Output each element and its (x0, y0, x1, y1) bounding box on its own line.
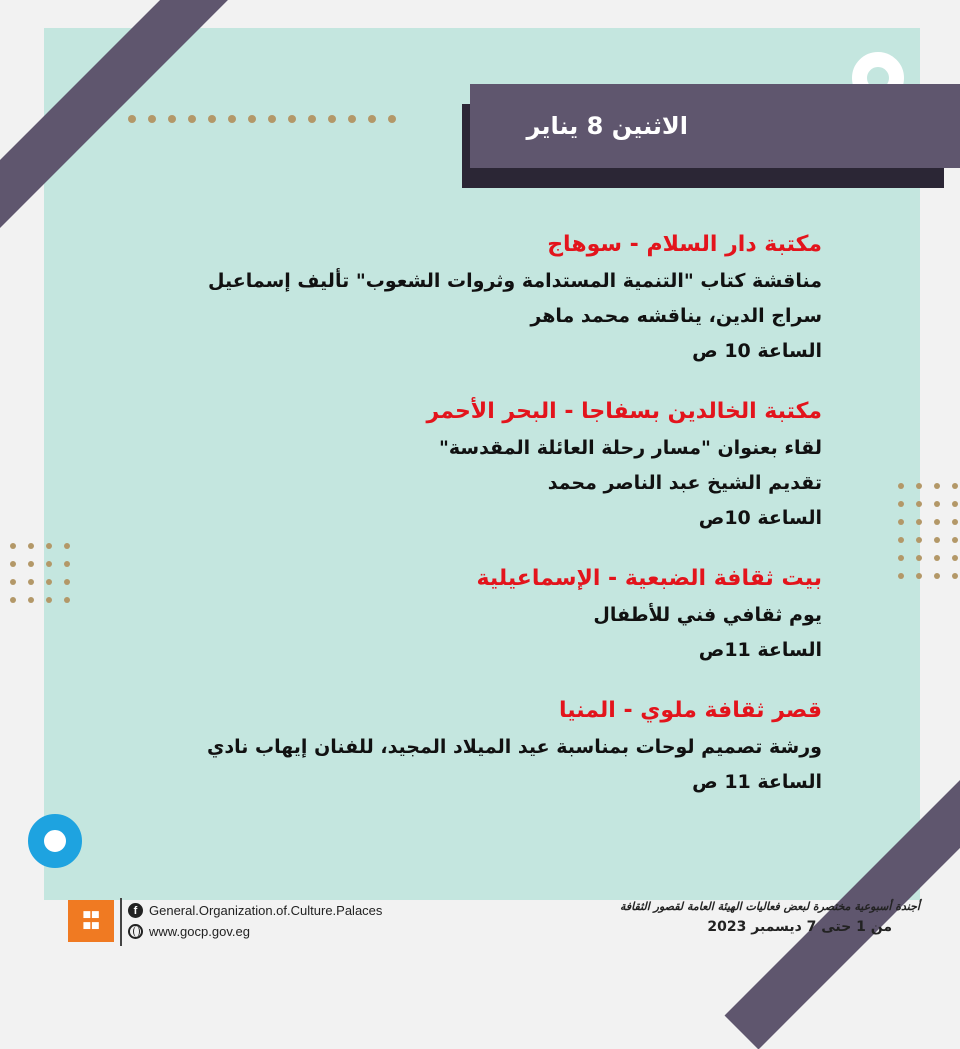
event-detail-line: الساعة 11ص (698, 639, 822, 661)
event-item (150, 560, 822, 668)
date-title: الاثنين 8 يناير (526, 112, 688, 140)
event-detail-line: سراج الدين، يناقشه محمد ماهر (530, 305, 822, 327)
footer-agenda (580, 900, 920, 935)
footer-facebook[interactable] (128, 903, 382, 918)
organization-logo: ■■ ■■ (68, 900, 114, 942)
agenda-title: أجندة أسبوعية مختصرة لبعض فعاليات الهيئة العامة لقصور الثقافة (620, 900, 920, 913)
event-detail-line: يوم ثقافي فني للأطفال (593, 604, 822, 626)
footer-divider (120, 898, 122, 946)
event-venue: مكتبة دار السلام - سوهاج (547, 232, 822, 257)
event-venue: مكتبة الخالدين بسفاجا - البحر الأحمر (426, 399, 822, 424)
event-item (150, 692, 822, 800)
event-venue: بيت ثقافة الضبعية - الإسماعيلية (476, 566, 822, 591)
event-venue: قصر ثقافة ملوي - المنيا (559, 698, 822, 723)
event-detail-line: الساعة 10ص (698, 507, 822, 529)
facebook-icon: f (128, 903, 143, 918)
footer-website[interactable] (128, 924, 250, 939)
agenda-date-range: من 1 حتى 7 ديسمبر 2023 (707, 919, 892, 935)
event-detail-line: تقديم الشيخ عبد الناصر محمد (547, 472, 822, 494)
website-link[interactable]: www.gocp.gov.eg (149, 924, 250, 939)
event-detail-line: مناقشة كتاب "التنمية المستدامة وثروات الشعوب" تأليف إسماعيل (208, 270, 822, 292)
dot-grid-left (10, 543, 70, 603)
event-detail-line: ورشة تصميم لوحات بمناسبة عيد الميلاد المجيد، للفنان إيهاب نادي (206, 736, 822, 758)
date-banner (470, 84, 960, 168)
dot-row-decoration (128, 115, 396, 123)
event-item (150, 393, 822, 536)
event-detail-line: الساعة 10 ص (692, 340, 822, 362)
event-detail-line: الساعة 11 ص (692, 771, 822, 793)
event-detail-line: لقاء بعنوان "مسار رحلة العائلة المقدسة" (438, 437, 822, 459)
dot-grid-right (898, 483, 958, 579)
event-item (150, 226, 822, 369)
facebook-handle[interactable]: General.Organization.of.Culture.Palaces (149, 903, 383, 918)
globe-icon (128, 924, 143, 939)
ring-decoration-left (28, 814, 82, 868)
events-list (150, 226, 822, 824)
